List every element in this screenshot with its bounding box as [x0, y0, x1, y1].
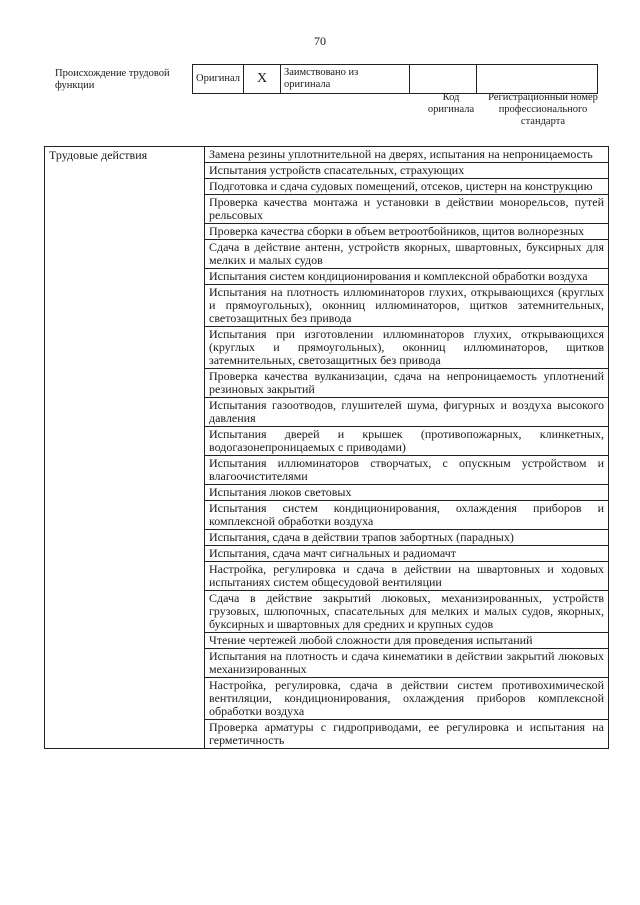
page-number: 70: [314, 34, 326, 48]
borrowed-cell: Заимствовано из оригинала: [281, 65, 410, 94]
section-label: Трудовые действия: [45, 147, 205, 749]
action-item: Проверка качества вулканизации, сдача на непроницаемость уплотнений резиновых закрытий: [205, 369, 608, 398]
action-item: Испытания на плотность и сдача кинематики в действии закрытий люковых механизированных: [205, 649, 608, 678]
action-item: Испытания иллюминаторов створчатых, с опускным устройством и влагоочистителями: [205, 456, 608, 485]
action-item: Испытания на плотность иллюминаторов глухих, открывающихся (круглых и прямоугольных), оконниц иллюминаторов, щитков затемнительных, светозащитных без привода: [205, 285, 608, 327]
action-item: Испытания, сдача мачт сигнальных и радиомачт: [205, 546, 608, 562]
action-item: Настройка, регулировка, сдача в действии систем противохимической вентиляции, кондиционирования, охлаждения приборов комплексной обработки воздуха: [205, 678, 608, 720]
action-item: Испытания устройств спасательных, страхующих: [205, 163, 608, 179]
action-item: Испытания газоотводов, глушителей шума, фигурных и воздуха высокого давления: [205, 398, 608, 427]
code-cell: [410, 65, 477, 94]
action-item: Замена резины уплотнительной на дверях, испытания на непроницаемость: [205, 147, 608, 163]
action-item: Чтение чертежей любой сложности для проведения испытаний: [205, 633, 608, 649]
action-item: Испытания систем кондиционирования и комплексной обработки воздуха: [205, 269, 608, 285]
action-item: Проверка качества сборки в объем ветроотбойников, щитов волнорезных: [205, 224, 608, 240]
action-item: Испытания систем кондиционирования, охлаждения приборов и комплексной обработки воздуха: [205, 501, 608, 530]
reg-number-caption: Регистрационный номер профессионального стандарта: [488, 92, 598, 127]
action-item: Испытания дверей и крышек (противопожарных, клинкетных, водогазонепроницаемых с приводами): [205, 427, 608, 456]
labor-actions-table: [44, 146, 609, 749]
origin-label: Происхождение трудовой функции: [55, 68, 170, 91]
action-item: Сдача в действие закрытий люковых, механизированных, устройств грузовых, шлюпочных, спасательных для мелких и малых судов, якорных, буксирных и швартовных для средних и крупных судов: [205, 591, 608, 633]
action-item: Испытания люков световых: [205, 485, 608, 501]
actions-cell: [205, 147, 609, 749]
action-item: Проверка качества монтажа и установки в действии монорельсов, путей рельсовых: [205, 195, 608, 224]
code-caption: Код оригинала: [427, 92, 475, 115]
original-mark: X: [244, 65, 281, 94]
action-item: Испытания при изготовлении иллюминаторов глухих, открывающихся (круглых и прямоугольных), оконниц иллюминаторов, щитков затемнительных, светозащитных без привода: [205, 327, 608, 369]
origin-table: [192, 64, 598, 94]
action-item: Подготовка и сдача судовых помещений, отсеков, цистерн на конструкцию: [205, 179, 608, 195]
reg-number-cell: [477, 65, 598, 94]
action-item: Проверка арматуры с гидроприводами, ее регулировка и испытания на герметичность: [209, 720, 604, 747]
action-item: Сдача в действие антенн, устройств якорных, швартовных, буксирных для мелких и малых судов: [205, 240, 608, 269]
original-cell: Оригинал: [193, 65, 244, 94]
action-item: Настройка, регулировка и сдача в действии на швартовных и ходовых испытаниях систем общесудовой вентиляции: [205, 562, 608, 591]
action-item: Испытания, сдача в действии трапов забортных (парадных): [205, 530, 608, 546]
